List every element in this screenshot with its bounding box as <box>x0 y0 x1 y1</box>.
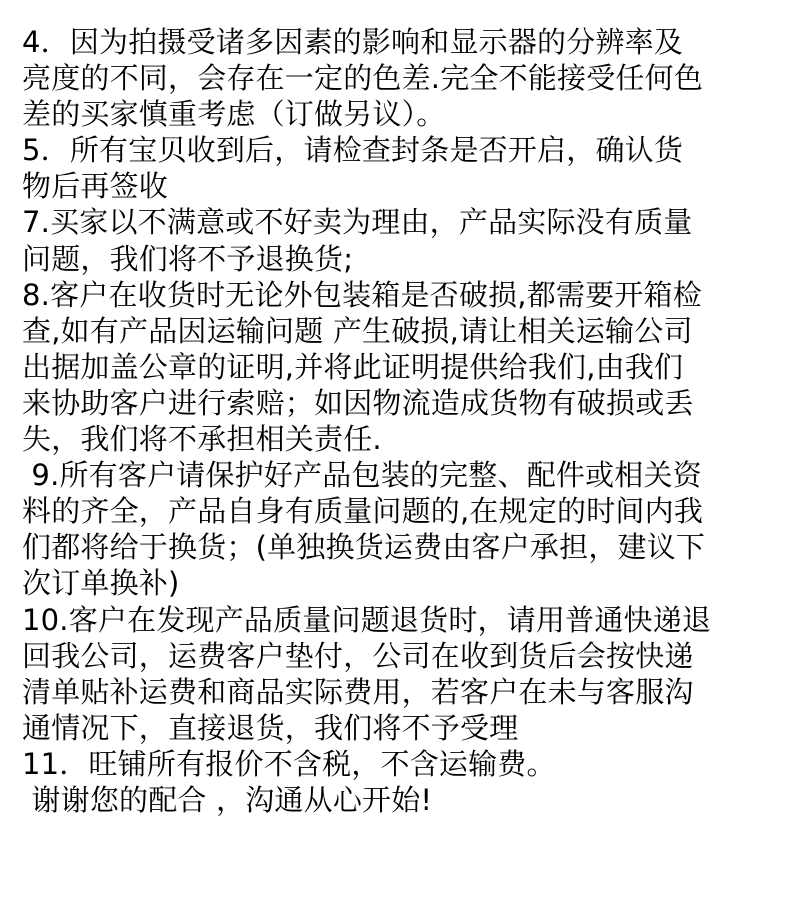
text-line: 问题，我们将不予退换货; <box>22 241 354 276</box>
text-line: 来协助客户进行索赔；如因物流造成货物有破损或丢 <box>22 385 694 420</box>
text-line: 谢谢您的配合 ，沟通从心开始! <box>22 782 433 817</box>
text-line: 4．因为拍摄受诸多因素的影响和显示器的分辨率及 <box>22 25 684 59</box>
text-line: 们都将给于换货；(单独换货运费由客户承担，建议下 <box>22 530 706 565</box>
text-line: 物后再签收 <box>22 169 169 204</box>
text-line: 5．所有宝贝收到后，请检查封条是否开启，确认货 <box>22 133 684 168</box>
text-line: 差的买家慎重考虑（订做另议）。 <box>22 97 446 132</box>
policy-text-block <box>22 24 782 818</box>
text-line: 通情况下，直接退货，我们将不予受理 <box>22 710 519 745</box>
text-line: 查,如有产品因运输问题 产生破损,请让相关运输公司 <box>22 313 693 348</box>
text-line: 清单贴补运费和商品实际费用，若客户在未与客服沟 <box>22 674 694 709</box>
text-line: 次订单换补) <box>22 566 180 601</box>
text-line: 7.买家以不满意或不好卖为理由，产品实际没有质量 <box>22 205 693 240</box>
text-line: 料的齐全，产品自身有质量问题的,在规定的时间内我 <box>22 494 704 529</box>
text-line: 失，我们将不承担相关责任. <box>22 422 382 457</box>
text-line: 9.所有客户请保护好产品包装的完整、配件或相关资 <box>22 458 702 493</box>
text-line: 亮度的不同，会存在一定的色差.完全不能接受任何色 <box>22 61 704 96</box>
text-line: 回我公司，运费客户垫付，公司在收到货后会按快递 <box>22 638 694 673</box>
text-line: 10.客户在发现产品质量问题退货时，请用普通快递退 <box>22 602 712 637</box>
text-line: 出据加盖公章的证明,并将此证明提供给我们,由我们 <box>22 349 684 384</box>
text-line: 8.客户在收货时无论外包装箱是否破损,都需要开箱检 <box>22 277 702 312</box>
text-line: 11．旺铺所有报价不含税，不含运输费。 <box>22 746 556 781</box>
